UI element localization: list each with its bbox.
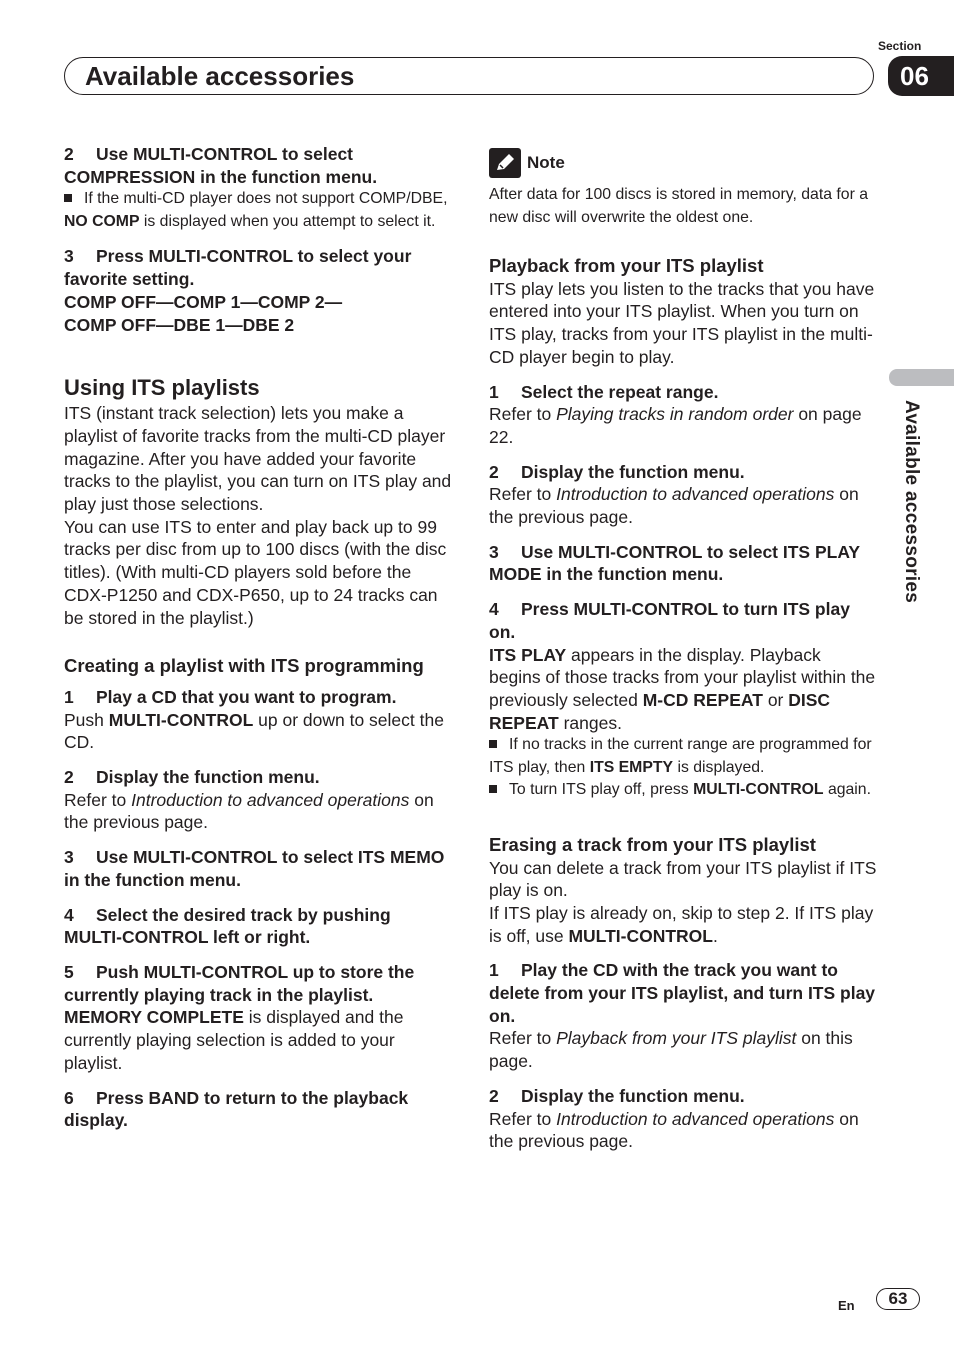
right-column: [489, 148, 877, 1153]
left-column: [64, 143, 452, 1132]
playback-heading: Playback from your ITS playlist: [489, 255, 764, 276]
pencil-icon: [489, 148, 521, 178]
side-tab-marker: [889, 369, 954, 386]
step-body: Refer to Playback from your ITS playlist on this page.: [489, 1028, 853, 1072]
step-favorite: 3 Press MULTI-CONTROL to select your favorite setting.: [64, 246, 412, 290]
step-body: Refer to Introduction to advanced operations on the previous page.: [489, 1108, 859, 1152]
step-body: Refer to Introduction to advanced operations on the previous page.: [64, 789, 434, 833]
step-select-track: 4 Select the desired track by pushing MULTI-CONTROL left or right.: [64, 904, 391, 948]
step-display-menu: 2 Display the function menu.: [489, 1085, 745, 1106]
step-play-cd: 1 Play a CD that you want to program.: [64, 686, 397, 707]
bullet-icon: [489, 785, 497, 793]
step-turn-its-on: 4 Press MULTI-CONTROL to turn ITS play on.: [489, 599, 850, 642]
page-title: Available accessories: [85, 61, 355, 91]
language-label: En: [838, 1298, 855, 1313]
note-header: Note: [489, 148, 877, 178]
section-number-tab: 06: [888, 56, 954, 96]
step-press-band: 6 Press BAND to return to the playback display.: [64, 1087, 409, 1131]
step-its-play-mode: 3 Use MULTI-CONTROL to select ITS PLAY MODE in the function menu.: [489, 541, 860, 585]
side-chapter-label: Available accessories: [901, 400, 922, 604]
section-label: Section: [878, 39, 922, 53]
step-compression: 2 Use MULTI-CONTROL to select COMPRESSION in the function menu.: [64, 144, 378, 187]
step-display-menu: 2 Display the function menu.: [64, 767, 320, 788]
step-its-memo: 3 Use MULTI-CONTROL to select ITS MEMO in the function menu.: [64, 847, 445, 890]
playback-intro: ITS play lets you listen to the tracks that you have entered into your ITS playlist. When you turn on ITS play, tracks from your ITS playlist in the multi-CD player begin to play.: [489, 278, 875, 367]
step-repeat-range: 1 Select the repeat range.: [489, 381, 719, 402]
step-store-track: 5 Push MULTI-CONTROL up to store the currently playing track in the playlist.: [64, 961, 415, 1005]
erasing-heading: Erasing a track from your ITS playlist: [489, 833, 816, 855]
page-header: [64, 57, 874, 95]
step-body: MEMORY COMPLETE is displayed and the currently playing selection is added to your playlist.: [64, 1007, 404, 1073]
erasing-intro: You can delete a track from your ITS playlist if ITS play is on.: [489, 857, 877, 901]
bullet-note: To turn ITS play off, press MULTI-CONTROL again.: [489, 779, 877, 802]
page-number: 63: [876, 1288, 920, 1310]
intro-paragraph: ITS (instant track selection) lets you make a playlist of favorite tracks from the multi-CD player magazine. After you have added your favorite tracks to the playlist, you can turn on ITS play and play just those selections.: [64, 403, 452, 515]
section-heading: Using ITS playlists: [64, 375, 260, 401]
options-line-2: COMP OFF—DBE 1—DBE 2: [64, 314, 295, 335]
step-play-cd-erase: 1 Play the CD with the track you want to delete from your ITS playlist, and turn ITS play on.: [489, 960, 876, 1026]
step-body: Refer to Introduction to advanced operations on the previous page.: [489, 484, 859, 528]
options-line-1: COMP OFF—COMP 1—COMP 2—: [64, 291, 343, 312]
step-body: Push MULTI-CONTROL up or down to select the CD.: [64, 709, 444, 753]
erasing-intro-2: If ITS play is already on, skip to step 2. If ITS play is off, use MULTI-CONTROL.: [489, 902, 874, 946]
note-text: After data for 100 discs is stored in memory, data for a new disc will overwrite the oldest one.: [489, 186, 869, 226]
bullet-icon: [489, 740, 497, 748]
bullet-note: If the multi-CD player does not support COMP/DBE, NO COMP is displayed when you attempt to select it.: [64, 190, 448, 230]
sub-heading: Creating a playlist with ITS programming: [64, 655, 424, 677]
bullet-note: If no tracks in the current range are programmed for ITS play, then ITS EMPTY is displayed.: [489, 736, 872, 776]
step-body: ITS PLAY appears in the display. Playback begins of those tracks from your playlist within the previously selected M-CD REPEAT or DISC REPEAT ranges.: [489, 644, 876, 733]
step-display-menu: 2 Display the function menu.: [489, 461, 745, 482]
intro-paragraph-2: You can use ITS to enter and play back up to 99 tracks per disc from up to 100 discs (with the disc titles). (With multi-CD players sold before the CDX-P1250 and CDX-P650, up to 24 tracks can be stored in the playlist.): [64, 516, 447, 628]
step-body: Refer to Playing tracks in random order on page 22.: [489, 404, 862, 447]
bullet-icon: [64, 194, 72, 202]
